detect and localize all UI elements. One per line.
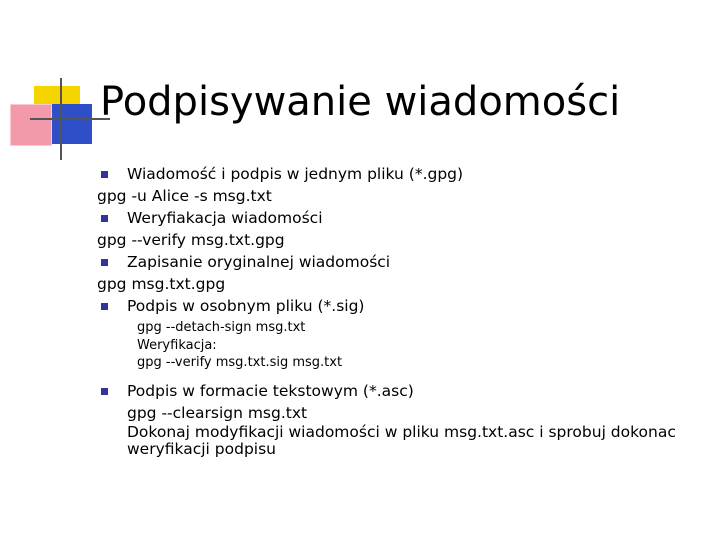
bullet-item — [97, 163, 709, 185]
slide-title: Podpisywanie wiadomości — [100, 79, 621, 125]
bullet-item — [97, 295, 709, 317]
slide-content — [97, 163, 709, 458]
square-bullet-icon — [101, 303, 108, 310]
decor-vertical-line — [60, 78, 62, 160]
command-line: gpg --verify msg.txt.gpg — [97, 231, 285, 249]
command-line: gpg --clearsign msg.txt — [127, 403, 308, 422]
sub-line: gpg --verify msg.txt.sig msg.txt — [137, 355, 343, 370]
square-bullet-icon — [101, 215, 108, 222]
sub-line: Weryfikacja: — [137, 337, 217, 353]
bullet-text: Podpis w formacie tekstowym (*.asc) — [127, 381, 414, 400]
square-bullet-icon — [101, 388, 108, 395]
command-line: gpg msg.txt.gpg — [97, 275, 226, 293]
bullet-item — [97, 207, 709, 229]
decor-blue-square — [50, 104, 92, 144]
sub-line: gpg --detach-sign msg.txt — [137, 320, 306, 335]
bullet-text: Podpis w osobnym pliku (*.sig) — [127, 297, 365, 315]
bullet-item — [97, 380, 709, 402]
decor-horizontal-line — [30, 118, 110, 120]
instruction-text: Dokonaj modyfikacji wiadomości w pliku msg.txt.asc i sprobuj dokonac weryfikacji podpisu — [127, 422, 676, 458]
bullet-item — [97, 251, 709, 273]
square-bullet-icon — [101, 171, 108, 178]
bullet-text: Wiadomość i podpis w jednym pliku (*.gpg) — [127, 165, 464, 183]
bullet-text: Zapisanie oryginalnej wiadomości — [127, 253, 391, 271]
decor-pink-square — [10, 104, 52, 146]
square-bullet-icon — [101, 259, 108, 266]
command-line: gpg -u Alice -s msg.txt — [97, 187, 272, 205]
bullet-text: Weryfiakacja wiadomości — [127, 209, 323, 227]
